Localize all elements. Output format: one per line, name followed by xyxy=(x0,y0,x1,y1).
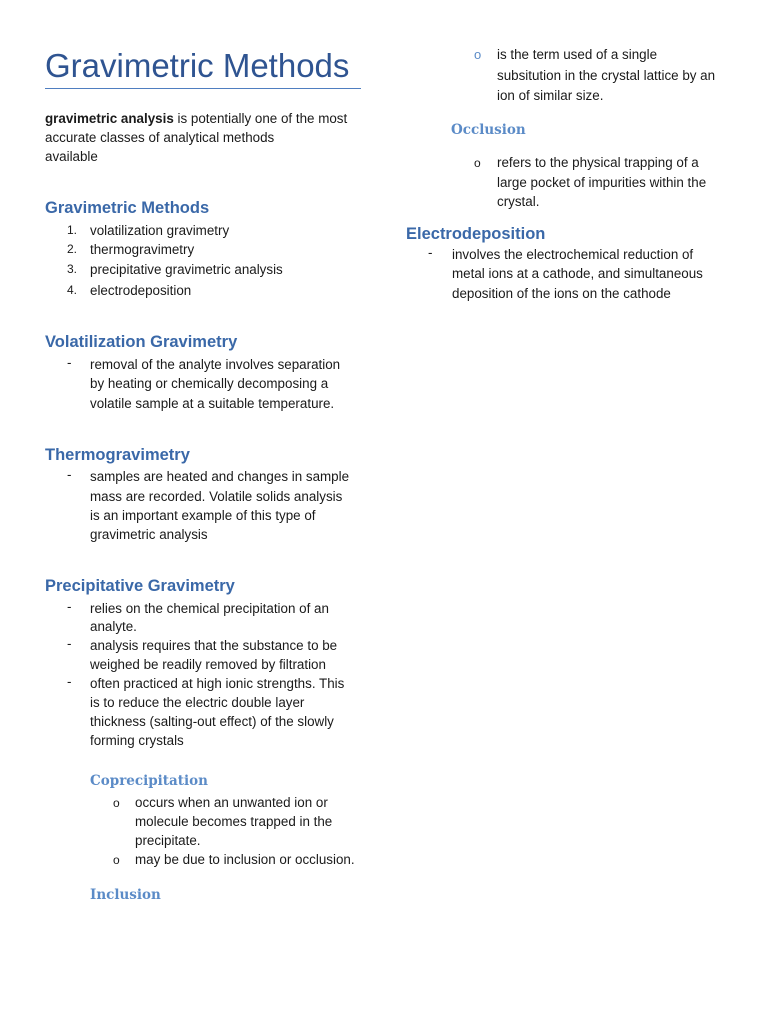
bullet-line: deposition of the ions on the cathode xyxy=(452,286,671,301)
bullet-line: volatile sample at a suitable temperature. xyxy=(90,396,335,411)
bullet-line: often practiced at high ionic strengths. This xyxy=(90,676,345,691)
bullet-line: samples are heated and changes in sample xyxy=(90,469,350,484)
list-number: 4. xyxy=(67,283,78,297)
circle-marker: o xyxy=(113,853,120,867)
bullet-line: is an important example of this type of xyxy=(90,508,316,523)
thermo-heading: Thermogravimetry xyxy=(45,446,190,464)
list-number: 1. xyxy=(67,223,78,237)
bullet-line: gravimetric analysis xyxy=(90,527,208,542)
dash-marker: - xyxy=(67,636,72,651)
bullet-line: by heating or chemically decomposing a xyxy=(90,376,329,391)
bullet-line: forming crystals xyxy=(90,733,184,748)
bullet-line: analysis requires that the substance to be xyxy=(90,638,338,653)
bullet-line: occurs when an unwanted ion or xyxy=(135,795,328,810)
page-title: Gravimetric Methods xyxy=(45,44,361,89)
bullet-line: is to reduce the electric double layer xyxy=(90,695,305,710)
list-item: electrodeposition xyxy=(90,283,192,298)
list-item: precipitative gravimetric analysis xyxy=(90,262,283,277)
bullet-line: crystal. xyxy=(497,194,540,209)
bullet-line: large pocket of impurities within the xyxy=(497,175,707,190)
bullet-line: weighed be readily removed by filtration xyxy=(90,657,326,672)
bullet-line: metal ions at a cathode, and simultaneous xyxy=(452,266,703,281)
bullet-line: subsitution in the crystal lattice by an xyxy=(497,68,716,83)
intro-paragraph xyxy=(45,109,365,166)
occlusion-heading: Occlusion xyxy=(451,122,526,138)
bullet-line: mass are recorded. Volatile solids analysis xyxy=(90,489,343,504)
bullet-line: relies on the chemical precipitation of an xyxy=(90,601,329,616)
circle-marker: o xyxy=(474,47,482,62)
bullet-line: is the term used of a single xyxy=(497,47,658,62)
bullet-line: precipitate. xyxy=(135,833,201,848)
dash-marker: - xyxy=(67,599,72,614)
bullet-line: molecule becomes trapped in the xyxy=(135,814,333,829)
coprecip-heading: Coprecipitation xyxy=(90,773,208,789)
inclusion-heading: Inclusion xyxy=(90,887,161,903)
methods-heading: Gravimetric Methods xyxy=(45,199,210,217)
bullet-line: may be due to inclusion or occlusion. xyxy=(135,852,355,867)
intro-line2: accurate classes of analytical methods xyxy=(45,130,275,145)
bullet-line: analyte. xyxy=(90,619,137,634)
circle-marker: o xyxy=(113,796,120,810)
bullet-line: involves the electrochemical reduction of xyxy=(452,247,694,262)
dash-marker: - xyxy=(67,467,72,482)
dash-marker: - xyxy=(428,245,433,260)
list-item: volatilization gravimetry xyxy=(90,223,230,238)
bullet-line: removal of the analyte involves separation xyxy=(90,357,341,372)
intro-line3: available xyxy=(45,149,98,164)
electro-heading: Electrodeposition xyxy=(406,225,546,243)
bullet-line: thickness (salting-out effect) of the slowly xyxy=(90,714,334,729)
intro-line1: is potentially one of the most xyxy=(173,111,348,126)
intro-bold-term: gravimetric analysis xyxy=(45,111,174,126)
volatilization-heading: Volatilization Gravimetry xyxy=(45,333,238,351)
precip-heading: Precipitative Gravimetry xyxy=(45,577,235,595)
bullet-line: refers to the physical trapping of a xyxy=(497,155,699,170)
list-number: 3. xyxy=(67,262,78,276)
circle-marker: o xyxy=(474,156,481,170)
list-item: thermogravimetry xyxy=(90,242,195,257)
dash-marker: - xyxy=(67,674,72,689)
dash-marker: - xyxy=(67,355,72,370)
bullet-line: ion of similar size. xyxy=(497,88,604,103)
list-number: 2. xyxy=(67,242,78,256)
